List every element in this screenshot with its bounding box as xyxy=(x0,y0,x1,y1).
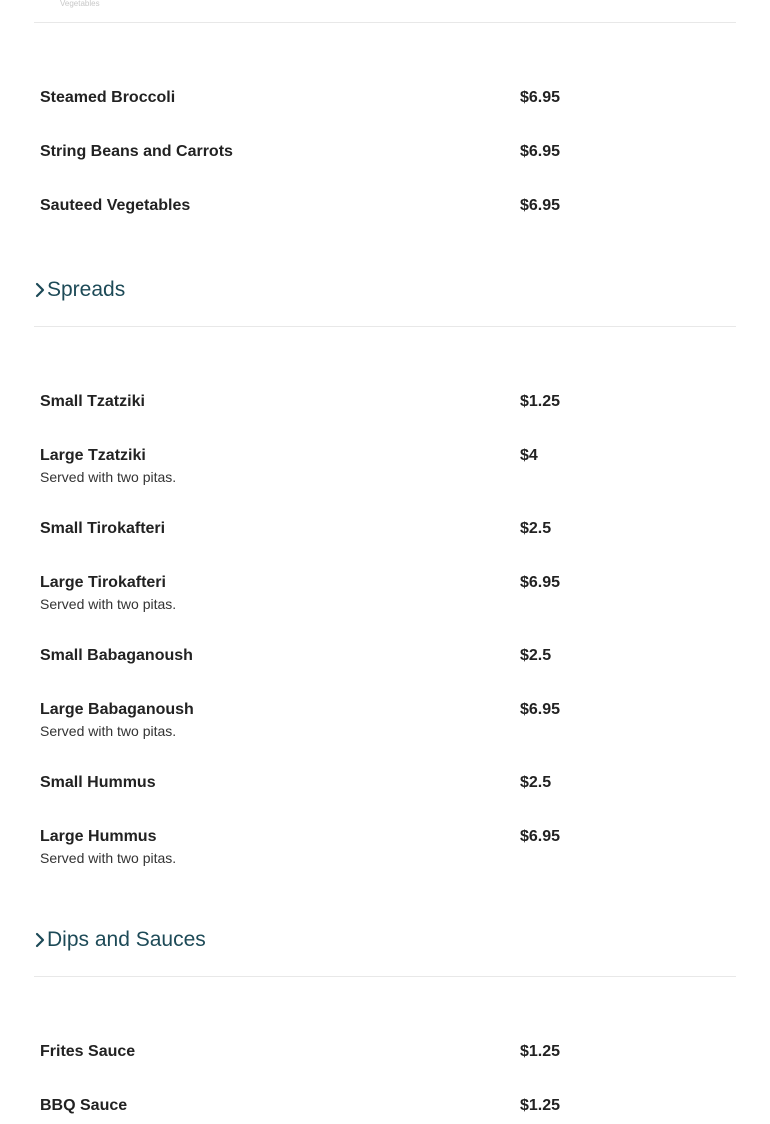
section-header-spreads[interactable] xyxy=(34,275,125,305)
menu-item-name: Large Tzatziki xyxy=(40,447,146,464)
menu-item-name: BBQ Sauce xyxy=(40,1097,128,1114)
section-title: Dips and Sauces xyxy=(47,928,206,951)
section-title: Spreads xyxy=(47,278,126,301)
menu-item-description: Served with two pitas. xyxy=(40,596,177,612)
menu-item-name: String Beans and Carrots xyxy=(40,143,233,160)
menu-item-price: $4 xyxy=(520,447,538,464)
menu-item-price: $6.95 xyxy=(520,143,561,160)
menu-item-description: Served with two pitas. xyxy=(40,723,177,739)
menu-item-price: $6.95 xyxy=(520,828,561,845)
menu-item-name: Small Babaganoush xyxy=(40,647,193,664)
section-header-dips-and-sauces[interactable] xyxy=(34,925,206,955)
menu-item-name: Large Babaganoush xyxy=(40,701,194,718)
menu-item-description: Served with two pitas. xyxy=(40,850,177,866)
menu-item-name: Steamed Broccoli xyxy=(40,89,176,106)
menu-item-name: Large Hummus xyxy=(40,828,157,845)
menu-item-name: Small Hummus xyxy=(40,774,156,791)
menu-item-price: $1.25 xyxy=(520,1097,561,1114)
menu-item-price: $6.95 xyxy=(520,89,561,106)
menu-item-name: Sauteed Vegetables xyxy=(40,197,191,214)
chevron-right-icon xyxy=(34,275,47,305)
menu-item-description: Served with two pitas. xyxy=(40,469,177,485)
menu-item-price: $6.95 xyxy=(520,197,561,214)
menu-item-name: Small Tirokafteri xyxy=(40,520,166,537)
menu-item-price: $6.95 xyxy=(520,701,561,718)
chevron-right-icon xyxy=(34,925,47,955)
clipped-section-title: Vegetables xyxy=(60,0,100,8)
section-divider xyxy=(34,326,736,327)
menu-item-price: $6.95 xyxy=(520,574,561,591)
section-divider xyxy=(34,22,736,23)
menu-item-price: $2.5 xyxy=(520,774,552,791)
menu-item-price: $2.5 xyxy=(520,520,552,537)
menu-item-price: $1.25 xyxy=(520,1043,561,1060)
menu-item-price: $2.5 xyxy=(520,647,552,664)
menu-item-name: Large Tirokafteri xyxy=(40,574,166,591)
menu-item-name: Frites Sauce xyxy=(40,1043,136,1060)
section-divider xyxy=(34,976,736,977)
menu-item-name: Small Tzatziki xyxy=(40,393,145,410)
menu-item-price: $1.25 xyxy=(520,393,561,410)
